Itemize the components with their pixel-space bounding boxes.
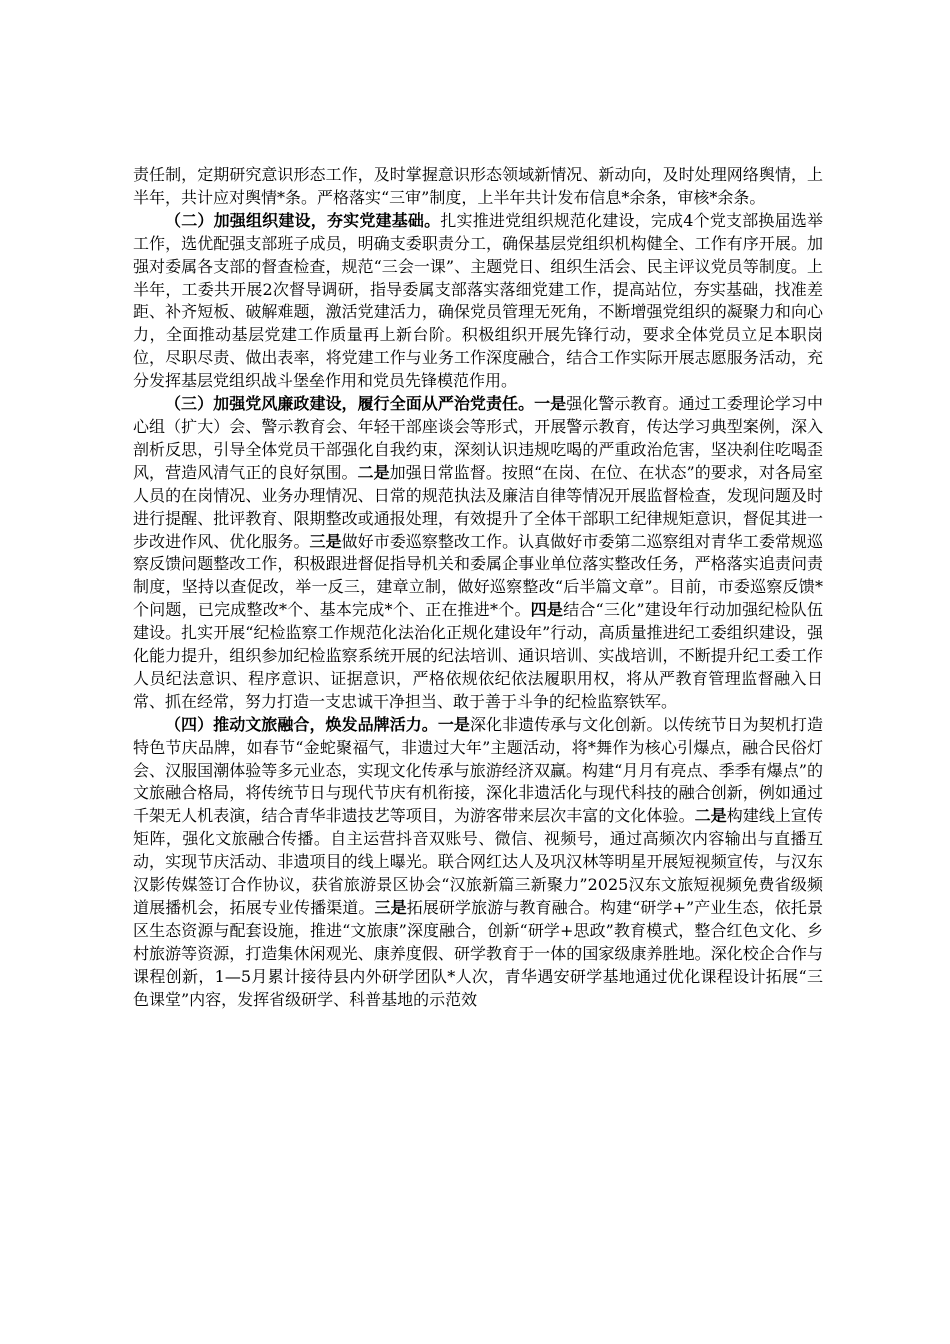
paragraph-text-run: 构建线上宣传矩阵，强化文旅融合传播。自主运营抖音双账号、微信、视频号，通过高频次内容输出与直播互动，实现节庆活动、非遗项目的线上曝光。联合网红达人及巩汉林等明星开展短视频宣传，与汉东汉影传媒签订合作协议，获省旅游景区协会“汉旅新篇三新聚力”2025汉东文旅短视频免费省级频道展播机会，拓展专业传播渠道。 [133,806,823,917]
paragraph-text-run: 责任制，定期研究意识形态工作，及时掌握意识形态领域新情况、新动向，及时处理网络舆情，上半年，共计应对舆情*条。严格落实“三审”制度，上半年共计发布信息*余条，审核*余条。 [133,165,823,207]
paragraph-heading-run: 二是 [694,806,727,826]
paragraph-text-run: 结合“三化”建设年行动加强纪检队伍建设。扎实开展“纪检监察工作规范化法治化正规化建设年”行动，高质量推进纪工委组织建设，强化能力提升，组织参加纪检监察系统开展的纪法培训、通识培训、实战培训，不断提升纪工委工作人员纪法意识、程序意识、证据意识，严格依规依纪依法履职用权，将从严教育管理监督融入日常、抓在经常，努力打造一支忠诚干净担当、敢于善于斗争的纪检监察铁军。 [133,600,823,711]
paragraph-heading-run: （四）推动文旅融合，焕发品牌活力。一是 [165,714,470,734]
paragraph-heading-run: 四是 [530,600,564,620]
document-body [133,164,823,1012]
paragraph-heading-run: 三是 [309,531,342,551]
document-paragraph [133,714,823,1012]
document-paragraph [133,210,823,393]
paragraph-text-run: 拓展研学旅游与教育融合。构建“研学+”产业生态，依托景区生态资源与配套设施，推进“文旅康”深度融合，创新“研学+思政”教育模式，整合红色文化、乡村旅游等资源，打造集休闲观光、康养度假、研学教育于一体的国家级康养胜地。深化校企合作与课程创新，1—5月累计接待县内外研学团队*人次，青华遇安研学基地通过优化课程设计拓展“三色课堂”内容，发挥省级研学、科普基地的示范效 [133,898,823,1009]
paragraph-heading-run: 二是 [357,462,390,482]
paragraph-text-run: 加强日常监督。按照“在岗、在位、在状态”的要求，对各局室人员的在岗情况、业务办理情况、日常的规范执法及廉洁自律等情况开展监督检查，发现问题及时进行提醒、批评教育、限期整改或通报处理，有效提升了全体干部职工纪律规矩意识，督促其进一步改进作风、优化服务。 [133,462,823,551]
paragraph-heading-run: （二）加强组织建设，夯实党建基础。 [165,210,441,230]
paragraph-text-run: 强化警示教育。通过工委理论学习中心组（扩大）会、警示教育会、年轻干部座谈会等形式，开展警示教育，传达学习典型案例，深入剖析反思，引导全体党员干部强化自我约束，深刻认识违规吃喝的严重政治危害，坚决刹住吃喝歪风，营造风清气正的良好氛围。 [133,394,823,482]
paragraph-text-run: 做好市委巡察整改工作。认真做好市委第二巡察组对青华工委常规巡察反馈问题整改工作，积极跟进督促指导机关和委属企事业单位落实整改任务，严格落实追责问责制度，坚持以查促改，举一反三，建章立制，做好巡察整改“后半篇文章”。目前，市委巡察反馈*个问题，已完成整改*个、基本完成*个、正在推进*个。 [133,531,823,620]
paragraph-heading-run: （三）加强党风廉政建设，履行全面从严治党责任。一是 [165,394,567,414]
document-paragraph [133,393,823,714]
paragraph-text-run: 深化非遗传承与文化创新。以传统节日为契机打造特色节庆品牌，如春节“金蛇聚福气，非遗过大年”主题活动，将*舞作为核心引爆点，融合民俗灯会、汉服国潮体验等多元业态，实现文化传承与旅游经济双赢。构建“月月有亮点、季季有爆点”的文旅融合格局，将传统节日与现代节庆有机衔接，深化非遗活化与现代科技的融合创新，例如通过千架无人机表演，结合青华非遗技艺等项目，为游客带来层次丰富的文化体验。 [133,714,823,826]
paragraph-heading-run: 三是 [374,898,407,917]
paragraph-text-run: 扎实推进党组织规范化建设，完成4个党支部换届选举工作，选优配强支部班子成员，明确支委职责分工，确保基层党组织机构健全、工作有序开展。加强对委属各支部的督查检查，规范“三会一课”、主题党日、组织生活会、民主评议党员等制度。上半年，工委共开展2次督导调研，指导委属支部落实落细党建工作，提高站位，夯实基础，找准差距、补齐短板、破解难题，激活党建活力，确保党员管理无死角，不断增强党组织的凝聚力和向心力，全面推动基层党建工作质量再上新台阶。积极组织开展先锋行动，要求全体党员立足本职岗位，尽职尽责、做出表率，将党建工作与业务工作深度融合，结合工作实际开展志愿服务活动，充分发挥基层党组织战斗堡垒作用和党员先锋模范作用。 [133,210,823,391]
document-paragraph [133,164,823,210]
